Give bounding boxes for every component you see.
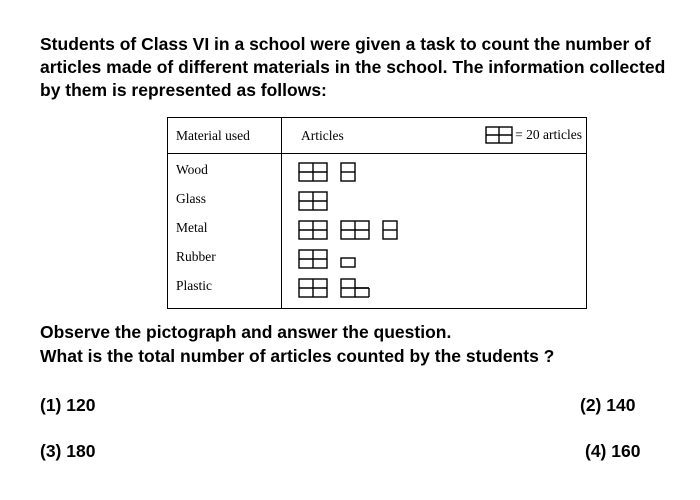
full-symbol-icon: [299, 250, 327, 268]
material-label-plastic: Plastic: [176, 278, 212, 293]
header-material-used: Material used: [176, 128, 250, 143]
pictograph-table: [167, 117, 587, 309]
option-2[interactable]: (2) 140: [580, 395, 636, 415]
quarter-symbol-icon: [341, 258, 355, 267]
articles-symbols-svg-plastic: [298, 278, 438, 298]
full-symbol-icon: [341, 221, 369, 239]
articles-symbols-wood: [298, 162, 438, 182]
articles-symbols-metal: [298, 220, 438, 240]
material-label-glass: Glass: [176, 191, 206, 206]
key-symbol-icon: [485, 126, 513, 144]
half-symbol-icon: [341, 163, 355, 181]
question-prompt-line-1: Observe the pictograph and answer the question.: [40, 322, 452, 342]
articles-symbols-glass: [298, 191, 438, 211]
full-symbol-icon: [299, 192, 327, 210]
question-prompt-line-2: What is the total number of articles counted by the students ?: [40, 346, 555, 366]
articles-symbols-rubber: [298, 249, 438, 269]
full-symbol-icon: [299, 279, 327, 297]
full-symbol-icon: [299, 221, 327, 239]
half-symbol-icon: [383, 221, 397, 239]
full-symbol-icon: [299, 163, 327, 181]
articles-symbols-svg-rubber: [298, 249, 438, 269]
question-intro: Students of Class VI in a school were given a task to count the number of articles made of different materials in the school. The information collected by them is represented as follows:: [40, 34, 666, 100]
option-3[interactable]: (3) 180: [40, 441, 96, 461]
articles-symbols-svg-metal: [298, 220, 438, 240]
material-label-rubber: Rubber: [176, 249, 216, 264]
option-4[interactable]: (4) 160: [585, 441, 641, 461]
articles-symbols-svg-wood: [298, 162, 438, 182]
three-quarter-symbol-icon: [341, 279, 369, 297]
question-prompt: [40, 320, 554, 368]
pictograph-key: [485, 126, 582, 144]
key-label: = 20 articles: [515, 127, 582, 142]
header-divider: [168, 153, 586, 154]
articles-symbols-plastic: [298, 278, 438, 298]
articles-symbols-svg-glass: [298, 191, 438, 211]
header-articles: Articles: [301, 128, 344, 143]
option-1[interactable]: (1) 120: [40, 395, 96, 415]
material-label-metal: Metal: [176, 220, 208, 235]
material-label-wood: Wood: [176, 162, 208, 177]
column-divider: [281, 118, 282, 308]
